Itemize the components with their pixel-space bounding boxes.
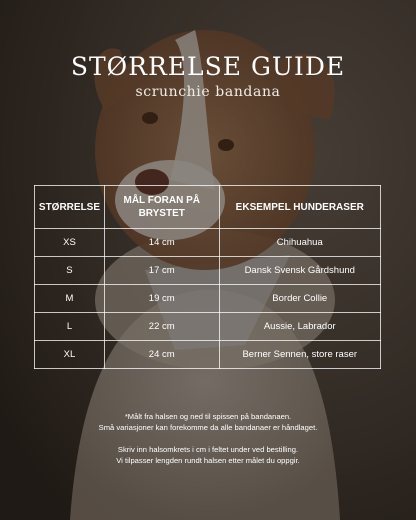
footnote-measure: *Målt fra halsen og ned til spissen på bandanaen.	[124, 412, 292, 421]
page-subtitle: scrunchie bandana	[135, 84, 281, 100]
footnote-fit-instruction: Vi tilpasser lengden rundt halsen etter målet du oppgir.	[116, 456, 300, 465]
size-cell: XL	[35, 341, 105, 369]
table-row	[35, 229, 381, 257]
size-cell: L	[35, 313, 105, 341]
breed-cell: Border Collie	[219, 285, 380, 313]
measure-cell: 19 cm	[104, 285, 219, 313]
table-header-row	[35, 186, 381, 229]
page-title: STØRRELSE GUIDE	[70, 52, 346, 81]
breed-cell: Berner Sennen, store raser	[219, 341, 380, 369]
breed-cell: Aussie, Labrador	[219, 313, 380, 341]
measure-cell: 22 cm	[104, 313, 219, 341]
footnote-spacer	[0, 433, 416, 444]
size-cell: S	[35, 257, 105, 285]
table-row	[35, 313, 381, 341]
footnote-handmade: Små variasjoner kan forekomme da alle bandanaer er håndlaget.	[98, 423, 318, 432]
table-row	[35, 257, 381, 285]
column-header-breed-examples: EKSEMPEL HUNDERASER	[219, 186, 380, 229]
column-header-size: STØRRELSE	[35, 186, 105, 229]
column-header-chest-measure: MÅL FORAN PÅ BRYSTET	[104, 186, 219, 229]
footnotes	[0, 411, 416, 466]
size-table	[34, 185, 381, 369]
size-cell: M	[35, 285, 105, 313]
measure-cell: 17 cm	[104, 257, 219, 285]
breed-cell: Dansk Svensk Gårdshund	[219, 257, 380, 285]
footnote-order-instruction: Skriv inn halsomkrets i cm i feltet under ved bestilling.	[117, 445, 299, 454]
measure-cell: 14 cm	[104, 229, 219, 257]
measure-cell: 24 cm	[104, 341, 219, 369]
breed-cell: Chihuahua	[219, 229, 380, 257]
size-cell: XS	[35, 229, 105, 257]
table-row	[35, 285, 381, 313]
table-row	[35, 341, 381, 369]
